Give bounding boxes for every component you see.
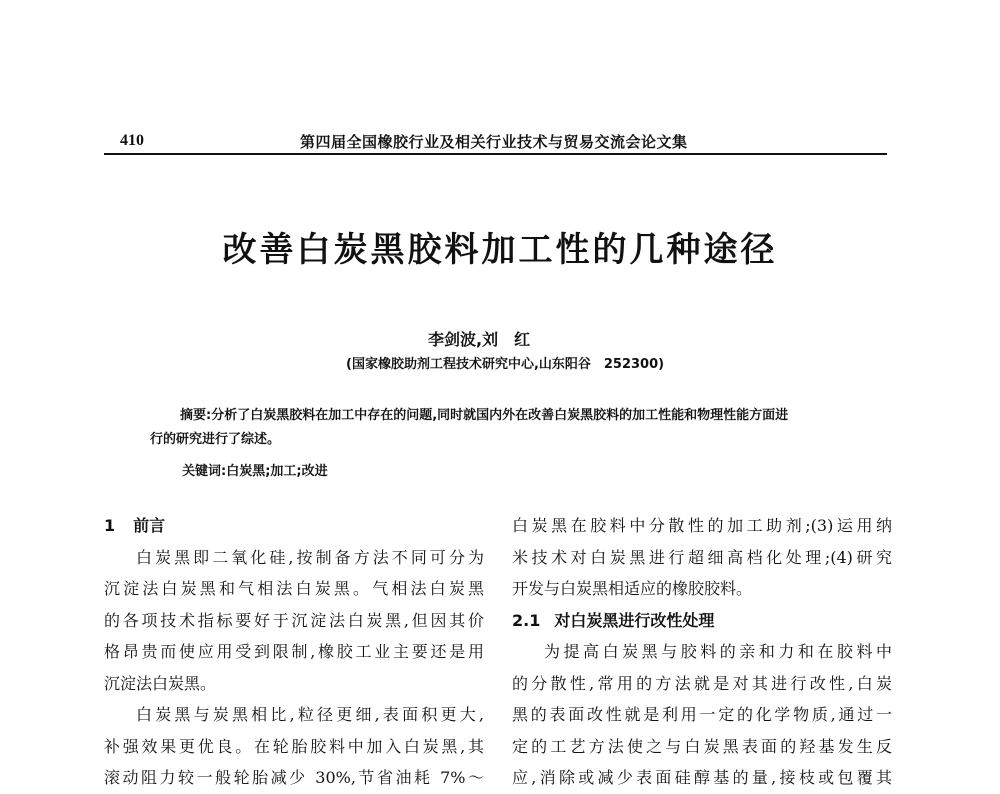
running-header: 第四届全国橡胶行业及相关行业技术与贸易交流会论文集 — [300, 133, 688, 151]
section-heading — [104, 510, 484, 542]
abstract — [150, 404, 850, 452]
body-line: 格昂贵而使应用受到限制,橡胶工业主要还是用 — [104, 642, 484, 661]
body-line: 开发与白炭黑相适应的橡胶胶料。 — [512, 579, 753, 598]
body-line: 白炭黑在胶料中分散性的加工助剂;(3)运用纳 — [512, 516, 892, 535]
body-line: 补强效果更优良。在轮胎胶料中加入白炭黑,其 — [104, 736, 484, 756]
abstract-line-2: 行的研究进行了综述。 — [150, 432, 281, 447]
body-line: 黑的表面改性就是利用一定的化学物质,通过一 — [512, 705, 892, 724]
keywords-label: 关键词: — [182, 464, 227, 479]
body-line: 沉淀法白炭黑。 — [104, 673, 217, 693]
section-number: 1 — [104, 516, 116, 535]
keywords — [182, 460, 328, 479]
authors: 李剑波,刘 红 — [428, 330, 531, 349]
subsection-title: 对白炭黑进行改性处理 — [554, 610, 715, 630]
body-line: 应,消除或减少表面硅醇基的量,接枝或包覆其 — [512, 768, 892, 787]
article-title: 改善白炭黑胶料加工性的几种途径 — [222, 230, 778, 270]
header-rule — [104, 153, 887, 155]
abstract-text-1: 分析了白炭黑胶料在加工中存在的问题,同时就国内外在改善白炭黑胶料的加工性能和物理性能方面进 — [211, 408, 789, 423]
subsection-number: 2.1 — [512, 610, 541, 630]
section-title: 前言 — [133, 516, 166, 535]
keywords-text: 白炭黑;加工;改进 — [226, 464, 328, 479]
body-line: 为提高白炭黑与胶料的亲和力和在胶料中 — [544, 642, 892, 661]
affiliation: (国家橡胶助剂工程技术研究中心,山东阳谷 252300) — [346, 357, 665, 372]
body-line: 的分散性,常用的方法就是对其进行改性,白炭 — [512, 673, 892, 693]
subsection-heading — [512, 605, 892, 637]
right-column — [512, 510, 892, 794]
body-line: 滚动阻力较一般轮胎减少 30%,节省油耗 7%～ — [104, 768, 484, 787]
body-line: 沉淀法白炭黑和气相法白炭黑。气相法白炭黑 — [104, 579, 484, 598]
left-column — [104, 510, 484, 794]
page-number: 410 — [120, 132, 144, 149]
body-line: 的各项技术指标要好于沉淀法白炭黑,但因其价 — [104, 610, 484, 630]
abstract-label: 摘要: — [180, 408, 212, 423]
body-line: 米技术对白炭黑进行超细高档化处理;(4)研究 — [512, 547, 892, 567]
body-line: 白炭黑与炭黑相比,粒径更细,表面积更大, — [136, 705, 484, 724]
abstract-line-1 — [150, 404, 850, 428]
body-line: 白炭黑即二氧化硅,按制备方法不同可分为 — [136, 547, 484, 567]
body-line: 定的工艺方法使之与白炭黑表面的羟基发生反 — [512, 736, 892, 756]
